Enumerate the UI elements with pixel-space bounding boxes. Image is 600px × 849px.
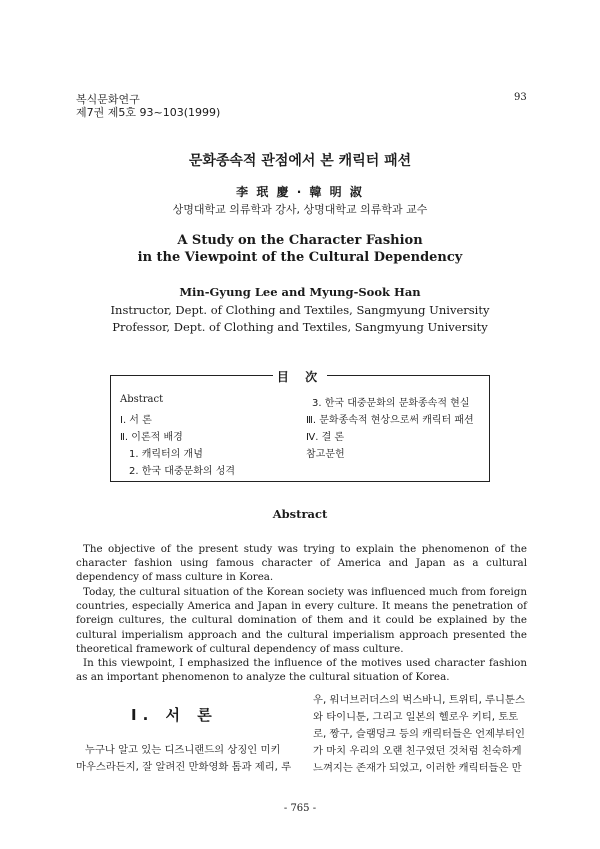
affiliation-english-1: Instructor, Dept. of Clothing and Textiles, Sangmyung University — [110, 303, 490, 317]
section-heading-introduction: Ⅰ. 서 론 — [131, 706, 218, 724]
toc-item: 참고문헌 — [306, 449, 345, 460]
authors-english: Min-Gyung Lee and Myung-Sook Han — [179, 285, 421, 299]
toc-title: 目 次 — [273, 368, 327, 385]
journal-name: 복식문화연구 — [76, 93, 140, 106]
abstract-paragraph-3: In this viewpoint, I emphasized the influence of the motives used character fashion as an important phenomenon to analyze the cultural situation of Korea. — [76, 657, 527, 684]
title-english-line2: in the Viewpoint of the Cultural Dependency — [137, 250, 463, 265]
abstract-paragraph-2: Today, the cultural situation of the Korean society was influenced much from foreign countries, especially America and Japan in every culture. It means the penetration of foreign cultures, the cultural domination of them and it could be explained by the cultural imperialism approach and the cultural imperialism approach presented the theoretical framework of cultural dependency of mass culture. — [76, 586, 527, 655]
body-text-line: 와 타이니툰, 그리고 일본의 헬로우 키티, 토토 — [313, 711, 519, 723]
toc-item: Abstract — [120, 394, 164, 405]
journal-volume-info: 제7권 제5호 93~103(1999) — [76, 106, 221, 119]
authors-korean: 李 珉 慶 · 韓 明 淑 — [236, 185, 364, 199]
toc-item: 2. 한국 대중문화의 성격 — [129, 466, 236, 477]
body-text-line: 누구나 알고 있는 디즈니랜드의 상징인 미키 — [85, 744, 281, 756]
page-number-footer: - 765 - — [283, 803, 317, 814]
page-number-top: 93 — [514, 92, 527, 103]
toc-item: 1. 캐릭터의 개념 — [129, 449, 203, 460]
toc-item: Ⅲ. 문화종속적 현상으로써 캐릭터 패션 — [306, 415, 474, 426]
title-korean: 문화종속적 관점에서 본 캐릭터 패션 — [188, 153, 412, 169]
toc-item: Ⅰ. 서 론 — [120, 415, 152, 426]
affiliation-english-2: Professor, Dept. of Clothing and Textiles, Sangmyung University — [112, 320, 488, 334]
body-text-line: 느껴지는 존재가 되었고, 이러한 캐릭터들은 만 — [313, 762, 522, 774]
body-text-line: 가 마치 우리의 오랜 친구였던 것처럼 친숙하게 — [313, 745, 522, 757]
title-english-line1: A Study on the Character Fashion — [177, 233, 423, 248]
body-text-line: 우, 워너브러더스의 벅스바니, 트위티, 루니툰스 — [313, 694, 525, 706]
abstract-heading: Abstract — [272, 507, 328, 521]
body-text-line: 로, 짱구, 슬램덩크 등의 캐릭터들은 언제부터인 — [313, 728, 525, 740]
toc-item: 3. 한국 대중문화의 문화종속적 현실 — [312, 398, 470, 409]
affiliation-korean: 상명대학교 의류학과 강사, 상명대학교 의류학과 교수 — [172, 203, 428, 216]
toc-item: Ⅳ. 결 론 — [306, 432, 345, 443]
body-text-line: 마우스라든지, 잘 알려진 만화영화 톰과 제리, 루 — [76, 761, 292, 773]
abstract-paragraph-1: The objective of the present study was trying to explain the phenomenon of the character fashion using famous character of America and Japan as a cultural dependency of mass culture in Korea. — [76, 543, 527, 584]
toc-item: Ⅱ. 이론적 배경 — [120, 432, 183, 443]
